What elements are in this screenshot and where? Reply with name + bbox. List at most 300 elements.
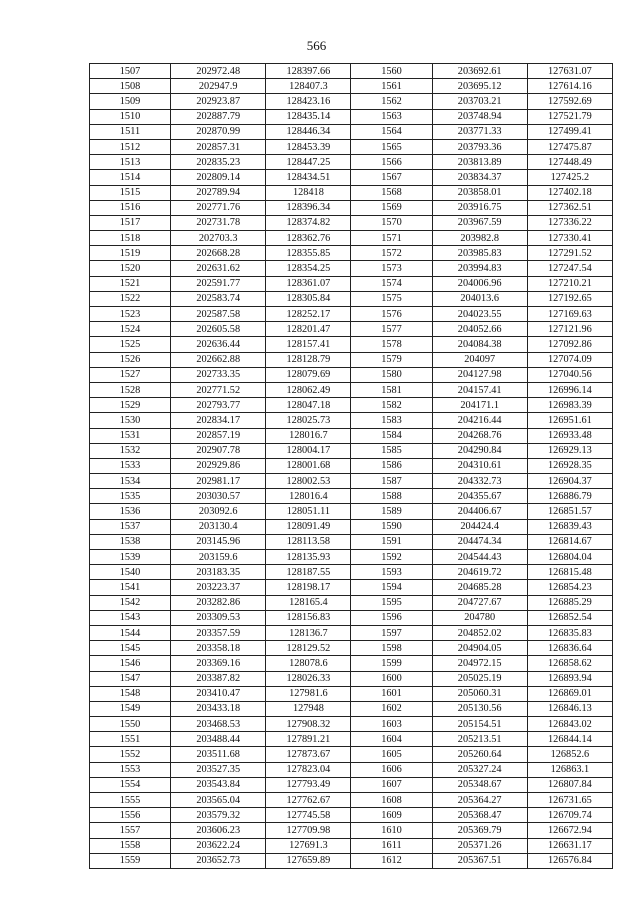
right-point-number-cell: 1587 [351, 474, 432, 489]
right-point-number-cell: 1599 [351, 656, 432, 671]
right-y-coordinate-cell: 127291.52 [527, 246, 612, 261]
left-y-coordinate-cell: 128113.58 [266, 534, 351, 549]
right-y-coordinate-cell: 126863.1 [527, 762, 612, 777]
left-y-coordinate-cell: 128374.82 [266, 215, 351, 230]
right-x-coordinate-cell: 205369.79 [432, 823, 527, 838]
table-row [90, 170, 613, 185]
right-x-coordinate-cell: 204013.6 [432, 291, 527, 306]
left-x-coordinate-cell: 202703.3 [171, 231, 266, 246]
left-point-number-cell: 1511 [90, 124, 171, 139]
right-point-number-cell: 1563 [351, 109, 432, 124]
right-x-coordinate-cell: 204332.73 [432, 474, 527, 489]
left-point-number-cell: 1514 [90, 170, 171, 185]
right-y-coordinate-cell: 126835.83 [527, 625, 612, 640]
table-row [90, 443, 613, 458]
right-y-coordinate-cell: 126852.54 [527, 610, 612, 625]
right-x-coordinate-cell: 204544.43 [432, 550, 527, 565]
right-point-number-cell: 1573 [351, 261, 432, 276]
left-x-coordinate-cell: 202929.86 [171, 458, 266, 473]
table-row [90, 155, 613, 170]
left-point-number-cell: 1538 [90, 534, 171, 549]
right-point-number-cell: 1585 [351, 443, 432, 458]
right-y-coordinate-cell: 126807.84 [527, 777, 612, 792]
table-row [90, 504, 613, 519]
right-x-coordinate-cell: 204310.61 [432, 458, 527, 473]
right-point-number-cell: 1577 [351, 322, 432, 337]
left-y-coordinate-cell: 127659.89 [266, 853, 351, 868]
right-y-coordinate-cell: 126631.17 [527, 838, 612, 853]
right-x-coordinate-cell: 203916.75 [432, 200, 527, 215]
right-x-coordinate-cell: 203748.94 [432, 109, 527, 124]
left-x-coordinate-cell: 202591.77 [171, 276, 266, 291]
right-point-number-cell: 1607 [351, 777, 432, 792]
left-x-coordinate-cell: 203606.23 [171, 823, 266, 838]
table-row [90, 428, 613, 443]
left-y-coordinate-cell: 128362.76 [266, 231, 351, 246]
left-point-number-cell: 1544 [90, 625, 171, 640]
right-x-coordinate-cell: 204619.72 [432, 565, 527, 580]
left-y-coordinate-cell: 127981.6 [266, 686, 351, 701]
right-x-coordinate-cell: 205130.56 [432, 701, 527, 716]
right-x-coordinate-cell: 204097 [432, 352, 527, 367]
left-point-number-cell: 1550 [90, 717, 171, 732]
table-row [90, 382, 613, 397]
right-point-number-cell: 1605 [351, 747, 432, 762]
right-x-coordinate-cell: 204157.41 [432, 382, 527, 397]
left-x-coordinate-cell: 202731.78 [171, 215, 266, 230]
left-point-number-cell: 1530 [90, 413, 171, 428]
left-x-coordinate-cell: 202947.9 [171, 79, 266, 94]
left-x-coordinate-cell: 203488.44 [171, 732, 266, 747]
left-y-coordinate-cell: 128418 [266, 185, 351, 200]
left-y-coordinate-cell: 128051.11 [266, 504, 351, 519]
right-x-coordinate-cell: 203695.12 [432, 79, 527, 94]
left-y-coordinate-cell: 128026.33 [266, 671, 351, 686]
right-x-coordinate-cell: 205025.19 [432, 671, 527, 686]
left-x-coordinate-cell: 202981.17 [171, 474, 266, 489]
left-y-coordinate-cell: 128129.52 [266, 641, 351, 656]
left-point-number-cell: 1549 [90, 701, 171, 716]
table-row [90, 109, 613, 124]
right-x-coordinate-cell: 205367.51 [432, 853, 527, 868]
right-point-number-cell: 1606 [351, 762, 432, 777]
left-point-number-cell: 1526 [90, 352, 171, 367]
right-x-coordinate-cell: 204406.67 [432, 504, 527, 519]
coordinates-table-body [90, 64, 613, 869]
table-row [90, 793, 613, 808]
right-y-coordinate-cell: 127092.86 [527, 337, 612, 352]
left-point-number-cell: 1547 [90, 671, 171, 686]
right-x-coordinate-cell: 205154.51 [432, 717, 527, 732]
table-row [90, 489, 613, 504]
left-point-number-cell: 1536 [90, 504, 171, 519]
right-y-coordinate-cell: 127614.16 [527, 79, 612, 94]
right-x-coordinate-cell: 204268.76 [432, 428, 527, 443]
left-x-coordinate-cell: 202809.14 [171, 170, 266, 185]
left-x-coordinate-cell: 203543.84 [171, 777, 266, 792]
right-x-coordinate-cell: 203967.59 [432, 215, 527, 230]
right-x-coordinate-cell: 204006.96 [432, 276, 527, 291]
right-point-number-cell: 1580 [351, 367, 432, 382]
left-point-number-cell: 1517 [90, 215, 171, 230]
right-x-coordinate-cell: 203985.83 [432, 246, 527, 261]
right-point-number-cell: 1571 [351, 231, 432, 246]
table-row [90, 625, 613, 640]
left-x-coordinate-cell: 203092.6 [171, 504, 266, 519]
left-point-number-cell: 1518 [90, 231, 171, 246]
left-x-coordinate-cell: 202907.78 [171, 443, 266, 458]
right-point-number-cell: 1576 [351, 307, 432, 322]
right-point-number-cell: 1603 [351, 717, 432, 732]
left-y-coordinate-cell: 128091.49 [266, 519, 351, 534]
right-x-coordinate-cell: 204052.66 [432, 322, 527, 337]
left-point-number-cell: 1509 [90, 94, 171, 109]
table-row [90, 246, 613, 261]
left-y-coordinate-cell: 128397.66 [266, 64, 351, 79]
left-y-coordinate-cell: 128001.68 [266, 458, 351, 473]
left-x-coordinate-cell: 203223.37 [171, 580, 266, 595]
left-y-coordinate-cell: 128446.34 [266, 124, 351, 139]
table-row [90, 398, 613, 413]
table-row [90, 124, 613, 139]
right-x-coordinate-cell: 203858.01 [432, 185, 527, 200]
left-x-coordinate-cell: 203622.24 [171, 838, 266, 853]
left-point-number-cell: 1524 [90, 322, 171, 337]
left-point-number-cell: 1555 [90, 793, 171, 808]
left-x-coordinate-cell: 202771.76 [171, 200, 266, 215]
right-y-coordinate-cell: 126886.79 [527, 489, 612, 504]
table-row [90, 580, 613, 595]
left-point-number-cell: 1528 [90, 382, 171, 397]
right-x-coordinate-cell: 203813.89 [432, 155, 527, 170]
right-point-number-cell: 1589 [351, 504, 432, 519]
right-x-coordinate-cell: 204127.98 [432, 367, 527, 382]
left-point-number-cell: 1558 [90, 838, 171, 853]
right-y-coordinate-cell: 127362.51 [527, 200, 612, 215]
right-y-coordinate-cell: 126852.6 [527, 747, 612, 762]
left-y-coordinate-cell: 128136.7 [266, 625, 351, 640]
right-point-number-cell: 1581 [351, 382, 432, 397]
right-y-coordinate-cell: 127425.2 [527, 170, 612, 185]
left-y-coordinate-cell: 128201.47 [266, 322, 351, 337]
right-y-coordinate-cell: 126836.64 [527, 641, 612, 656]
right-y-coordinate-cell: 126929.13 [527, 443, 612, 458]
left-x-coordinate-cell: 203282.86 [171, 595, 266, 610]
right-y-coordinate-cell: 127169.63 [527, 307, 612, 322]
left-point-number-cell: 1508 [90, 79, 171, 94]
left-point-number-cell: 1537 [90, 519, 171, 534]
left-x-coordinate-cell: 202733.35 [171, 367, 266, 382]
table-row [90, 534, 613, 549]
left-y-coordinate-cell: 128128.79 [266, 352, 351, 367]
right-x-coordinate-cell: 203982.8 [432, 231, 527, 246]
right-point-number-cell: 1560 [351, 64, 432, 79]
right-y-coordinate-cell: 127631.07 [527, 64, 612, 79]
table-row [90, 94, 613, 109]
left-y-coordinate-cell: 128355.85 [266, 246, 351, 261]
table-row [90, 185, 613, 200]
right-x-coordinate-cell: 203994.83 [432, 261, 527, 276]
right-y-coordinate-cell: 126851.57 [527, 504, 612, 519]
left-point-number-cell: 1521 [90, 276, 171, 291]
left-y-coordinate-cell: 128435.14 [266, 109, 351, 124]
right-y-coordinate-cell: 127499.41 [527, 124, 612, 139]
right-y-coordinate-cell: 126933.48 [527, 428, 612, 443]
left-x-coordinate-cell: 202636.44 [171, 337, 266, 352]
table-row [90, 352, 613, 367]
right-y-coordinate-cell: 127192.65 [527, 291, 612, 306]
right-y-coordinate-cell: 127475.87 [527, 139, 612, 154]
right-point-number-cell: 1594 [351, 580, 432, 595]
right-point-number-cell: 1596 [351, 610, 432, 625]
right-y-coordinate-cell: 127448.49 [527, 155, 612, 170]
right-y-coordinate-cell: 127592.69 [527, 94, 612, 109]
left-y-coordinate-cell: 128004.17 [266, 443, 351, 458]
right-y-coordinate-cell: 126996.14 [527, 382, 612, 397]
left-y-coordinate-cell: 127891.21 [266, 732, 351, 747]
right-x-coordinate-cell: 203692.61 [432, 64, 527, 79]
right-point-number-cell: 1578 [351, 337, 432, 352]
left-point-number-cell: 1542 [90, 595, 171, 610]
left-y-coordinate-cell: 128025.73 [266, 413, 351, 428]
left-point-number-cell: 1541 [90, 580, 171, 595]
right-y-coordinate-cell: 127336.22 [527, 215, 612, 230]
table-row [90, 79, 613, 94]
left-x-coordinate-cell: 203357.59 [171, 625, 266, 640]
right-x-coordinate-cell: 205327.24 [432, 762, 527, 777]
left-y-coordinate-cell: 128252.17 [266, 307, 351, 322]
right-x-coordinate-cell: 204852.02 [432, 625, 527, 640]
left-y-coordinate-cell: 128002.53 [266, 474, 351, 489]
left-point-number-cell: 1533 [90, 458, 171, 473]
table-row [90, 853, 613, 868]
right-x-coordinate-cell: 204290.84 [432, 443, 527, 458]
left-x-coordinate-cell: 202771.52 [171, 382, 266, 397]
left-point-number-cell: 1551 [90, 732, 171, 747]
table-row [90, 64, 613, 79]
left-point-number-cell: 1525 [90, 337, 171, 352]
table-row [90, 686, 613, 701]
left-x-coordinate-cell: 203369.16 [171, 656, 266, 671]
table-row [90, 231, 613, 246]
left-x-coordinate-cell: 202887.79 [171, 109, 266, 124]
right-x-coordinate-cell: 204216.44 [432, 413, 527, 428]
right-point-number-cell: 1568 [351, 185, 432, 200]
table-row [90, 550, 613, 565]
left-x-coordinate-cell: 203130.4 [171, 519, 266, 534]
table-row [90, 261, 613, 276]
right-x-coordinate-cell: 204780 [432, 610, 527, 625]
left-x-coordinate-cell: 203468.53 [171, 717, 266, 732]
left-y-coordinate-cell: 128453.39 [266, 139, 351, 154]
left-point-number-cell: 1548 [90, 686, 171, 701]
right-point-number-cell: 1570 [351, 215, 432, 230]
right-point-number-cell: 1604 [351, 732, 432, 747]
right-x-coordinate-cell: 205348.67 [432, 777, 527, 792]
right-point-number-cell: 1583 [351, 413, 432, 428]
right-point-number-cell: 1582 [351, 398, 432, 413]
left-point-number-cell: 1535 [90, 489, 171, 504]
right-point-number-cell: 1564 [351, 124, 432, 139]
left-y-coordinate-cell: 128016.4 [266, 489, 351, 504]
right-point-number-cell: 1567 [351, 170, 432, 185]
table-row [90, 519, 613, 534]
left-y-coordinate-cell: 128079.69 [266, 367, 351, 382]
table-row [90, 641, 613, 656]
left-point-number-cell: 1554 [90, 777, 171, 792]
right-x-coordinate-cell: 204972.15 [432, 656, 527, 671]
right-point-number-cell: 1575 [351, 291, 432, 306]
left-point-number-cell: 1545 [90, 641, 171, 656]
left-x-coordinate-cell: 202972.48 [171, 64, 266, 79]
table-row [90, 777, 613, 792]
left-x-coordinate-cell: 203527.35 [171, 762, 266, 777]
left-y-coordinate-cell: 128305.84 [266, 291, 351, 306]
right-y-coordinate-cell: 126839.43 [527, 519, 612, 534]
table-row [90, 291, 613, 306]
right-x-coordinate-cell: 205213.51 [432, 732, 527, 747]
left-x-coordinate-cell: 202668.28 [171, 246, 266, 261]
right-y-coordinate-cell: 127402.18 [527, 185, 612, 200]
right-point-number-cell: 1595 [351, 595, 432, 610]
left-point-number-cell: 1532 [90, 443, 171, 458]
left-y-coordinate-cell: 128361.07 [266, 276, 351, 291]
table-row [90, 808, 613, 823]
right-y-coordinate-cell: 127074.09 [527, 352, 612, 367]
table-row [90, 838, 613, 853]
left-point-number-cell: 1553 [90, 762, 171, 777]
left-x-coordinate-cell: 203511.68 [171, 747, 266, 762]
table-row [90, 717, 613, 732]
right-x-coordinate-cell: 203834.37 [432, 170, 527, 185]
right-point-number-cell: 1602 [351, 701, 432, 716]
right-x-coordinate-cell: 204084.38 [432, 337, 527, 352]
left-point-number-cell: 1534 [90, 474, 171, 489]
right-x-coordinate-cell: 203703.21 [432, 94, 527, 109]
right-point-number-cell: 1600 [351, 671, 432, 686]
right-point-number-cell: 1588 [351, 489, 432, 504]
left-y-coordinate-cell: 128016.7 [266, 428, 351, 443]
left-x-coordinate-cell: 203652.73 [171, 853, 266, 868]
right-y-coordinate-cell: 126804.04 [527, 550, 612, 565]
left-x-coordinate-cell: 203159.6 [171, 550, 266, 565]
left-y-coordinate-cell: 128407.3 [266, 79, 351, 94]
left-point-number-cell: 1507 [90, 64, 171, 79]
right-point-number-cell: 1584 [351, 428, 432, 443]
right-x-coordinate-cell: 204023.55 [432, 307, 527, 322]
left-point-number-cell: 1546 [90, 656, 171, 671]
left-x-coordinate-cell: 202857.31 [171, 139, 266, 154]
table-row [90, 458, 613, 473]
right-point-number-cell: 1601 [351, 686, 432, 701]
table-row [90, 671, 613, 686]
left-x-coordinate-cell: 202834.17 [171, 413, 266, 428]
left-point-number-cell: 1513 [90, 155, 171, 170]
left-point-number-cell: 1519 [90, 246, 171, 261]
left-y-coordinate-cell: 127709.98 [266, 823, 351, 838]
left-point-number-cell: 1539 [90, 550, 171, 565]
left-x-coordinate-cell: 203145.96 [171, 534, 266, 549]
right-point-number-cell: 1611 [351, 838, 432, 853]
table-row [90, 307, 613, 322]
right-point-number-cell: 1612 [351, 853, 432, 868]
left-point-number-cell: 1559 [90, 853, 171, 868]
right-y-coordinate-cell: 126672.94 [527, 823, 612, 838]
left-x-coordinate-cell: 202789.94 [171, 185, 266, 200]
table-row [90, 139, 613, 154]
left-point-number-cell: 1512 [90, 139, 171, 154]
left-y-coordinate-cell: 128396.34 [266, 200, 351, 215]
right-y-coordinate-cell: 127121.96 [527, 322, 612, 337]
right-point-number-cell: 1598 [351, 641, 432, 656]
table-row [90, 610, 613, 625]
right-y-coordinate-cell: 126846.13 [527, 701, 612, 716]
right-y-coordinate-cell: 126858.62 [527, 656, 612, 671]
right-point-number-cell: 1566 [351, 155, 432, 170]
right-point-number-cell: 1590 [351, 519, 432, 534]
right-point-number-cell: 1593 [351, 565, 432, 580]
left-x-coordinate-cell: 203579.32 [171, 808, 266, 823]
left-point-number-cell: 1523 [90, 307, 171, 322]
left-y-coordinate-cell: 127762.67 [266, 793, 351, 808]
right-y-coordinate-cell: 126983.39 [527, 398, 612, 413]
left-point-number-cell: 1556 [90, 808, 171, 823]
left-x-coordinate-cell: 202587.58 [171, 307, 266, 322]
right-y-coordinate-cell: 126709.74 [527, 808, 612, 823]
table-row [90, 656, 613, 671]
left-y-coordinate-cell: 128157.41 [266, 337, 351, 352]
left-point-number-cell: 1543 [90, 610, 171, 625]
table-row [90, 276, 613, 291]
left-x-coordinate-cell: 203358.18 [171, 641, 266, 656]
left-x-coordinate-cell: 203433.18 [171, 701, 266, 716]
left-y-coordinate-cell: 128198.17 [266, 580, 351, 595]
left-x-coordinate-cell: 203183.35 [171, 565, 266, 580]
left-x-coordinate-cell: 203030.57 [171, 489, 266, 504]
table-row [90, 701, 613, 716]
page-number: 566 [306, 38, 327, 53]
right-point-number-cell: 1562 [351, 94, 432, 109]
right-point-number-cell: 1569 [351, 200, 432, 215]
right-point-number-cell: 1592 [351, 550, 432, 565]
right-y-coordinate-cell: 126904.37 [527, 474, 612, 489]
right-x-coordinate-cell: 203771.33 [432, 124, 527, 139]
right-y-coordinate-cell: 126844.14 [527, 732, 612, 747]
left-y-coordinate-cell: 128165.4 [266, 595, 351, 610]
table-row [90, 762, 613, 777]
right-point-number-cell: 1586 [351, 458, 432, 473]
right-point-number-cell: 1579 [351, 352, 432, 367]
left-point-number-cell: 1516 [90, 200, 171, 215]
left-point-number-cell: 1522 [90, 291, 171, 306]
left-y-coordinate-cell: 128156.83 [266, 610, 351, 625]
right-x-coordinate-cell: 204904.05 [432, 641, 527, 656]
left-y-coordinate-cell: 128354.25 [266, 261, 351, 276]
right-y-coordinate-cell: 126869.01 [527, 686, 612, 701]
right-y-coordinate-cell: 127040.56 [527, 367, 612, 382]
table-row [90, 595, 613, 610]
right-x-coordinate-cell: 205368.47 [432, 808, 527, 823]
right-y-coordinate-cell: 126576.84 [527, 853, 612, 868]
coordinates-table [89, 63, 613, 869]
right-y-coordinate-cell: 127521.79 [527, 109, 612, 124]
right-y-coordinate-cell: 126885.29 [527, 595, 612, 610]
left-point-number-cell: 1527 [90, 367, 171, 382]
right-x-coordinate-cell: 204685.28 [432, 580, 527, 595]
right-y-coordinate-cell: 126731.65 [527, 793, 612, 808]
right-x-coordinate-cell: 205371.26 [432, 838, 527, 853]
right-point-number-cell: 1597 [351, 625, 432, 640]
